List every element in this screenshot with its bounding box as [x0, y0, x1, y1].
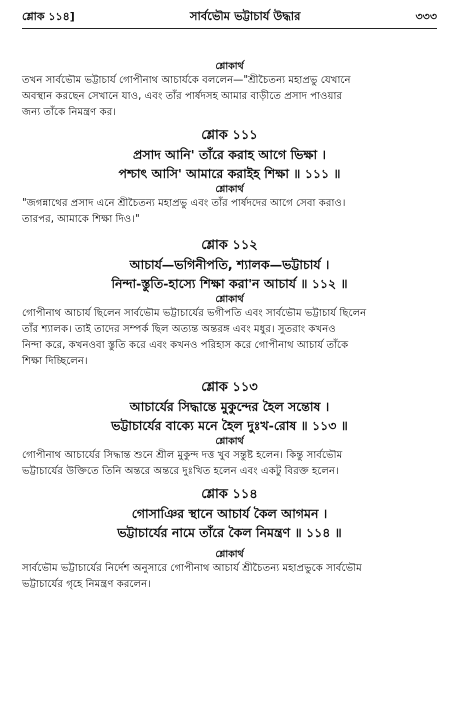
verse-line: প্রসাদ আনি' তাঁরে করাহ আগে ভিক্ষা । — [133, 147, 326, 162]
translation-label: শ্লোকার্থ — [215, 184, 244, 195]
prose-line: সার্বভৌম ভট্টাচার্যের নির্দেশ অনুসারে গোপীনাথ আচার্য শ্রীচৈতন্য মহাপ্রভুকে সার্বভৌম — [22, 563, 362, 574]
prose-line: ভট্টাচার্যের গৃহে নিমন্ত্রণ করলেন। — [22, 579, 151, 590]
verse-text — [22, 145, 437, 183]
translation-paragraph — [22, 196, 437, 228]
prose-line: অবস্থান করছেন সেখানে যাও, এবং তাঁর পার্ষদসহ আমার বাড়ীতে প্রসাদ পাওয়ার — [22, 91, 343, 102]
prose-line: তারপর, আমাকে শিক্ষা দিও।" — [22, 214, 140, 225]
verse-heading: শ্লোক ১১৪ — [201, 487, 258, 502]
verse-line: নিন্দা-স্তুতি-হাস্যে শিক্ষা করা'ন আচার্য ॥ ১১২ ॥ — [111, 276, 348, 291]
header-verse-ref: শ্লোক ১১৪] — [22, 9, 75, 23]
verse-line: পশ্চাৎ আসি' আমারে করাইহ শিক্ষা ॥ ১১১ ॥ — [118, 166, 341, 181]
header-rule — [22, 28, 437, 29]
verse-text — [22, 504, 437, 542]
verse-heading: শ্লোক ১১৩ — [201, 380, 258, 395]
verse-heading: শ্লোক ১১২ — [201, 238, 258, 253]
translation-label: শ্লোকার্থ — [215, 61, 244, 72]
verse-line: গোসাঞির স্থানে আচার্য কৈল আগমন । — [131, 506, 328, 521]
page-content — [22, 60, 437, 593]
translation-paragraph — [22, 306, 437, 370]
translation-label: শ্লোকার্থ — [215, 294, 244, 305]
prose-line: তাঁর শ্যালক। তাই তাদের সম্পর্ক ছিল অত্যন্ত অন্তরঙ্গ এবং মধুর। সুতরাং কখনও — [22, 324, 336, 335]
prose-line: জন্য তাঁকে নিমন্ত্রণ কর। — [22, 107, 116, 118]
page-header — [22, 8, 437, 26]
verse-text — [22, 397, 437, 435]
translation-paragraph — [22, 561, 437, 593]
prose-line: নিন্দা করে, কখনওবা স্তুতি করে এবং কখনও পরিহাস করে গোপীনাথ আচার্য তাঁকে — [22, 340, 349, 351]
verse-line: ভট্টাচার্যের বাক্যে মনে হৈল দুঃখ-রোষ ॥ ১১৩ ॥ — [111, 418, 348, 433]
prose-line: তখন সার্বভৌম ভট্টাচার্য গোপীনাথ আচার্যকে বললেন—"শ্রীচৈতন্য মহাপ্রভু যেখানে — [22, 75, 351, 86]
translation-paragraph — [22, 448, 437, 480]
prose-line: গোপীনাথ আচার্য ছিলেন সার্বভৌম ভট্টাচার্যের ভগীপতি এবং সার্বভৌম ভট্টাচার্য ছিলেন — [22, 308, 367, 319]
prose-line: "জগন্নাথের প্রসাদ এনে শ্রীচৈতন্য মহাপ্রভু এবং তাঁর পার্ষদদের আগে সেবা করাও। — [22, 198, 346, 209]
translation-label: শ্লোকার্থ — [215, 549, 244, 560]
prose-line: গোপীনাথ আচার্যের সিদ্ধান্ত শুনে শ্রীল মুকুন্দ দত্ত খুব সন্তুষ্ট হলেন। কিন্তু সার্বভৌম — [22, 450, 343, 461]
page-number: ৩৩৩ — [415, 9, 437, 23]
prose-line: শিক্ষা দিচ্ছিলেন। — [22, 356, 88, 367]
prose-line: ভট্টাচার্যের উক্তিতে তিনি অন্তরে অন্তরে দুঃখিত হলেন এবং একটু বিরক্ত হলেন। — [22, 466, 339, 477]
verse-line: আচার্যের সিদ্ধান্তে মুকুন্দের হৈল সন্তোষ । — [129, 399, 330, 414]
verse-line: আচার্য—ভগিনীপতি, শ্যালক—ভট্টাচার্য । — [129, 257, 330, 272]
verse-text — [22, 255, 437, 293]
verse-heading: শ্লোক ১১১ — [201, 128, 258, 143]
translation-paragraph — [22, 73, 437, 121]
translation-label: শ্লোকার্থ — [215, 436, 244, 447]
verse-line: ভট্টাচার্যের নামে তাঁরে কৈল নিমন্ত্রণ ॥ ১১৪ ॥ — [117, 525, 342, 540]
header-chapter-title: সার্বভৌম ভট্টাচার্য উদ্ধার — [189, 8, 301, 23]
